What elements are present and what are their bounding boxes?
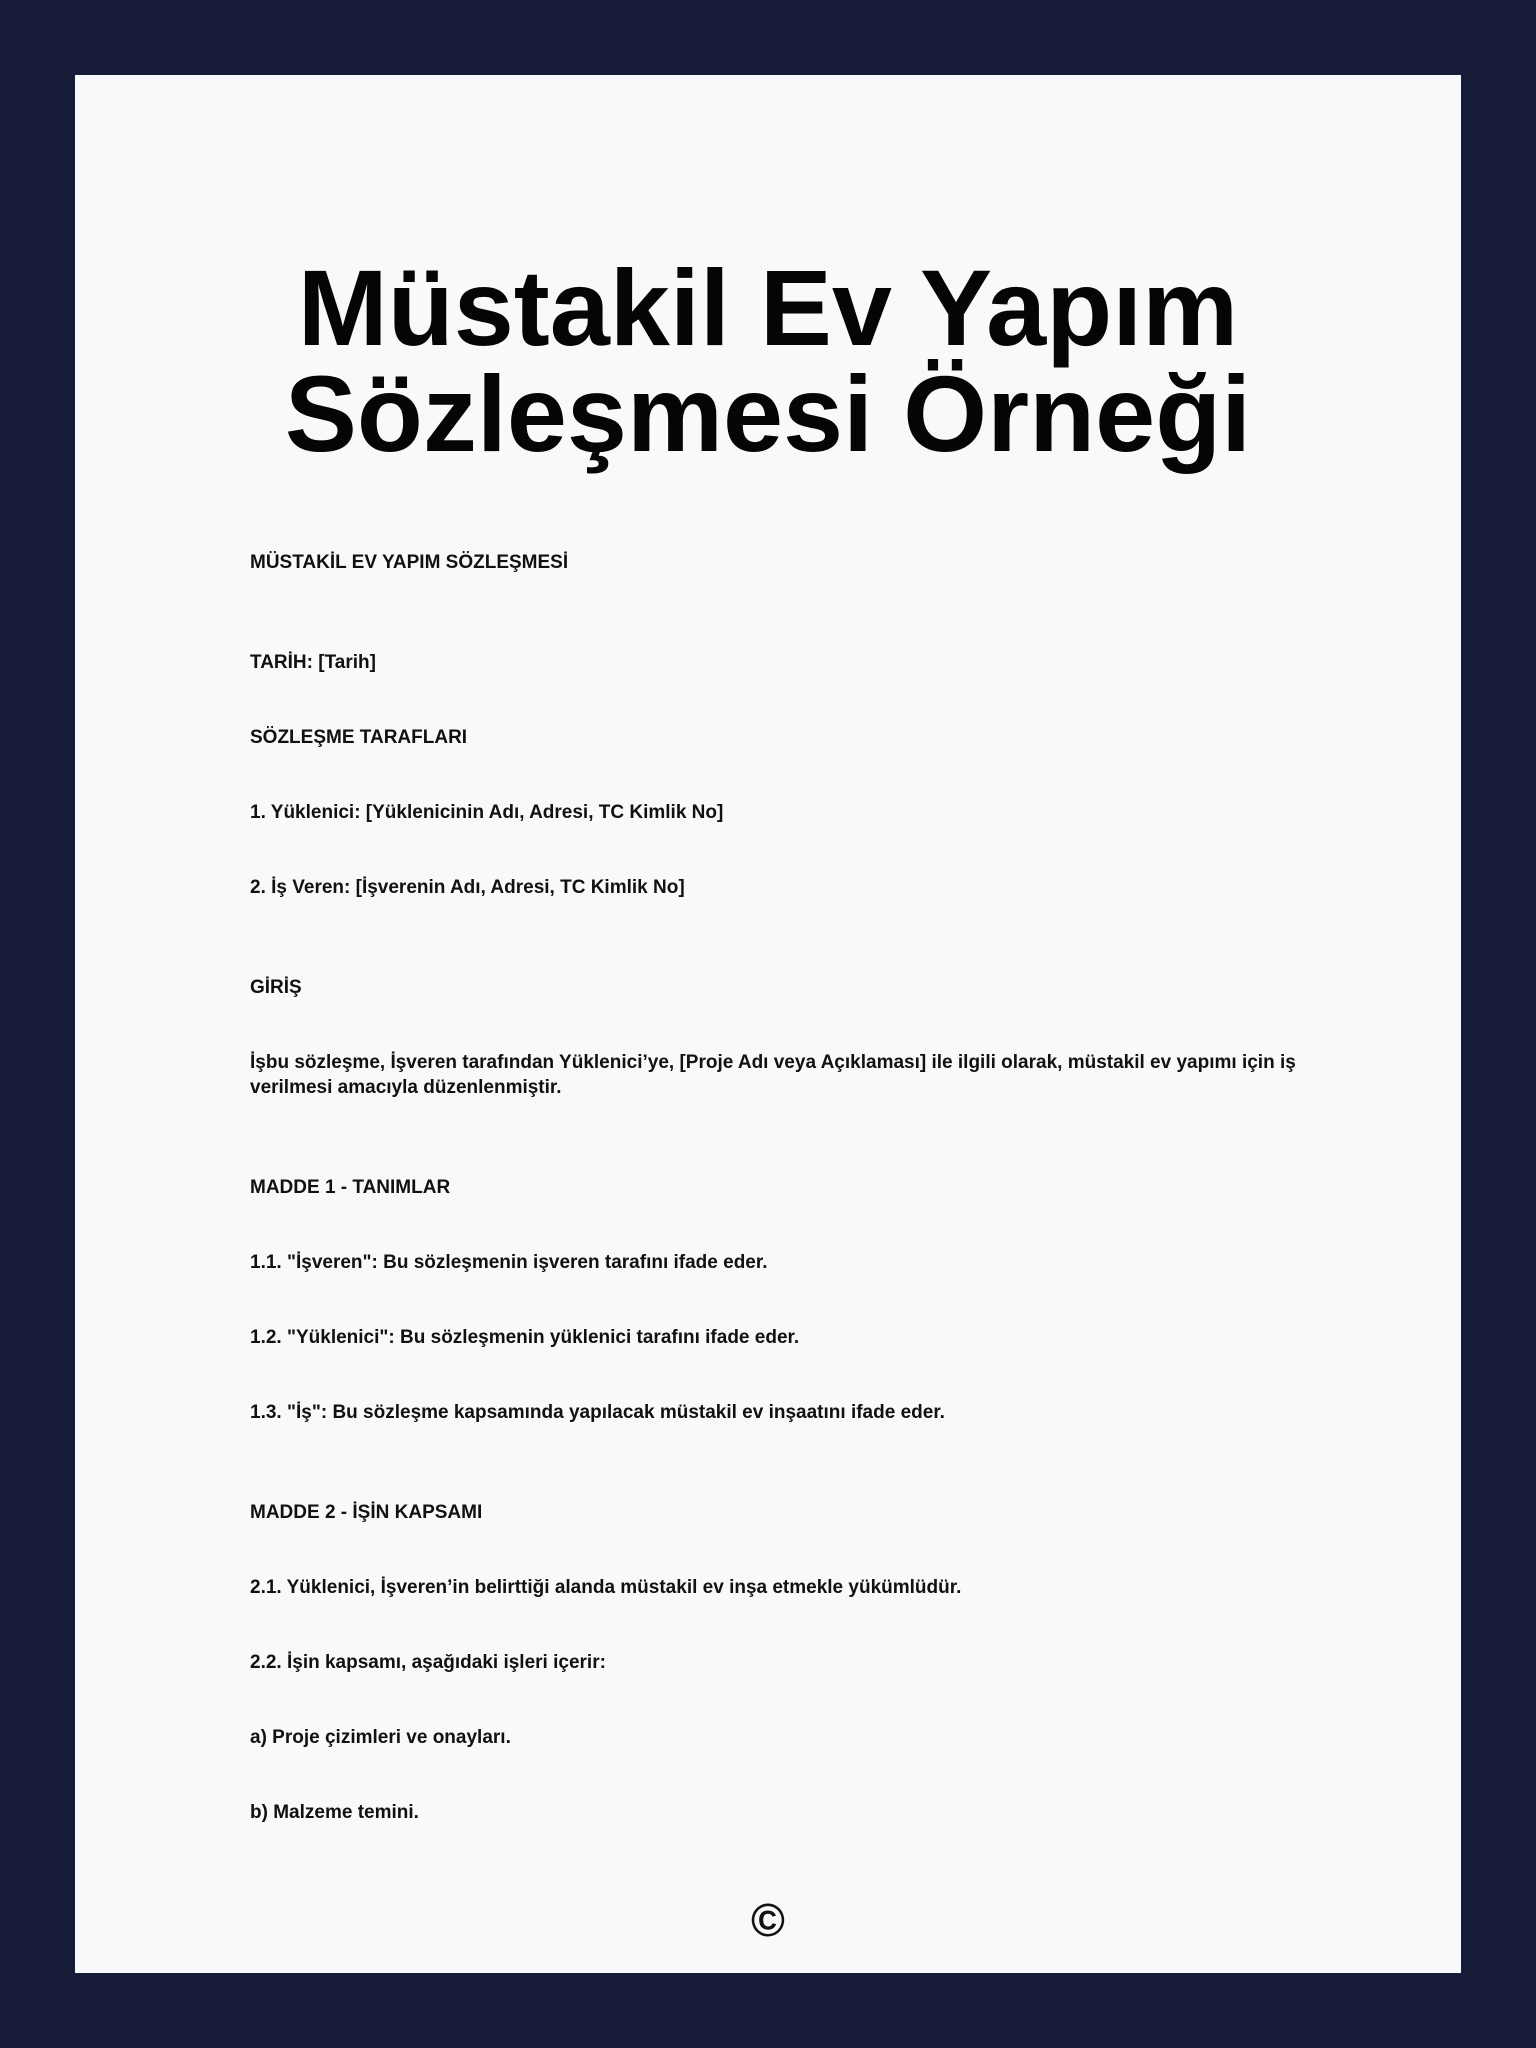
document-page <box>75 75 1461 1973</box>
intro-paragraph: İşbu sözleşme, İşveren tarafından Yüklenici’ye, [Proje Adı veya Açıklaması] ile ilgili olarak, müstakil ev yapımı için iş verilmesi amacıyla düzenlenmiştir. <box>250 1052 1296 1098</box>
scope-item-b: b) Malzeme temini. <box>250 1802 419 1823</box>
party-employer: 2. İş Veren: [İşverenin Adı, Adresi, TC Kimlik No] <box>250 877 685 898</box>
document-title <box>75 247 1461 474</box>
title-line-1: Müstakil Ev Yapım <box>297 247 1239 368</box>
definition-1-3: 1.3. "İş": Bu sözleşme kapsamında yapılacak müstakil ev inşaatını ifade eder. <box>250 1402 945 1423</box>
definition-1-2: 1.2. "Yüklenici": Bu sözleşmenin yüklenici tarafını ifade eder. <box>250 1327 800 1348</box>
contract-heading: MÜSTAKİL EV YAPIM SÖZLEŞMESİ <box>250 552 569 573</box>
party-contractor: 1. Yüklenici: [Yüklenicinin Adı, Adresi, TC Kimlik No] <box>250 802 724 823</box>
scope-2-2: 2.2. İşin kapsamı, aşağıdaki işleri içerir: <box>250 1652 606 1673</box>
intro-heading: GİRİŞ <box>250 977 302 998</box>
scope-2-1: 2.1. Yüklenici, İşveren’in belirttiği alanda müstakil ev inşa etmekle yükümlüdür. <box>250 1577 962 1598</box>
title-line-2: Sözleşmesi Örneği <box>284 353 1252 474</box>
date-line: TARİH: [Tarih] <box>250 652 376 673</box>
definition-1-1: 1.1. "İşveren": Bu sözleşmenin işveren tarafını ifade eder. <box>250 1252 768 1273</box>
copyright-icon: © <box>751 1894 785 1946</box>
scope-item-a: a) Proje çizimleri ve onayları. <box>250 1727 511 1748</box>
parties-heading: SÖZLEŞME TARAFLARI <box>250 727 468 748</box>
article-1-heading: MADDE 1 - TANIMLAR <box>250 1177 451 1198</box>
article-2-heading: MADDE 2 - İŞİN KAPSAMI <box>250 1502 483 1523</box>
